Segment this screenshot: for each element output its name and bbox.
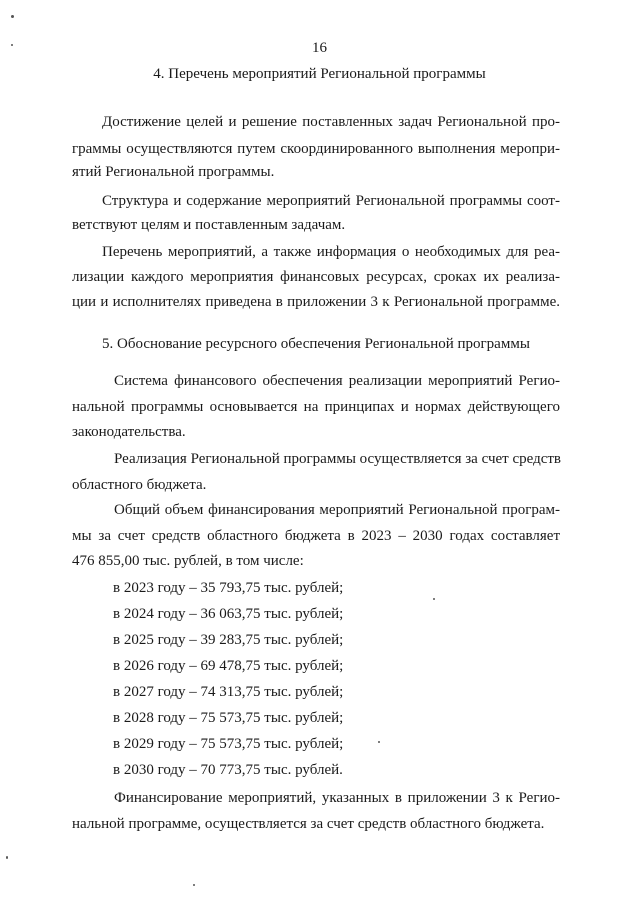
scan-speck — [193, 884, 195, 886]
section-5-title: 5. Обоснование ресурсного обеспечения Региональной программы — [102, 336, 530, 352]
page-number: 16 — [312, 40, 327, 56]
section-4-title: 4. Перечень мероприятий Региональной программы — [153, 66, 486, 82]
funding-year-item: в 2027 году – 74 313,75 тыс. рублей; — [113, 684, 344, 700]
section-5-paragraph-4-line: нальной программе, осуществляется за счет средств областного бюджета. — [72, 816, 545, 832]
scan-speck — [6, 856, 8, 859]
funding-year-item: в 2030 году – 70 773,75 тыс. рублей. — [113, 762, 343, 778]
funding-year-item: в 2028 году – 75 573,75 тыс. рублей; — [113, 710, 344, 726]
section-5-paragraph-1-line: Система финансового обеспечения реализации мероприятий Регио- — [114, 373, 560, 389]
funding-year-item: в 2025 году – 39 283,75 тыс. рублей; — [113, 632, 344, 648]
section-4-paragraph-1-line: Достижение целей и решение поставленных задач Региональной про- — [102, 114, 560, 130]
funding-year-item: в 2029 году – 75 573,75 тыс. рублей; — [113, 736, 344, 752]
section-5-paragraph-1-line: законодательства. — [72, 424, 186, 440]
funding-year-item: в 2023 году – 35 793,75 тыс. рублей; — [113, 580, 344, 596]
section-4-paragraph-2-line: Структура и содержание мероприятий Региональной программы соот- — [102, 193, 560, 209]
section-4-paragraph-1-line: граммы осуществляются путем скоординированного выполнения меропри- — [72, 141, 560, 157]
section-4-paragraph-1-line: ятий Региональной программы. — [72, 164, 275, 180]
section-5-paragraph-2-line: Реализация Региональной программы осуществляется за счет средств — [114, 451, 561, 467]
scan-speck — [11, 15, 14, 18]
section-4-paragraph-3-line: ции и исполнителях приведена в приложении 3 к Региональной программе. — [72, 294, 560, 310]
funding-year-item: в 2024 году – 36 063,75 тыс. рублей; — [113, 606, 344, 622]
section-4-paragraph-3-line: Перечень мероприятий, а также информация о необходимых для реа- — [102, 244, 560, 260]
scan-speck — [378, 741, 380, 743]
section-5-paragraph-3-line: Общий объем финансирования мероприятий Региональной програм- — [114, 502, 560, 518]
section-5-paragraph-4-line: Финансирование мероприятий, указанных в приложении 3 к Регио- — [114, 790, 560, 806]
funding-year-item: в 2026 году – 69 478,75 тыс. рублей; — [113, 658, 344, 674]
section-5-paragraph-1-line: нальной программы основывается на принципах и нормах действующего — [72, 399, 560, 415]
section-4-paragraph-2-line: ветствуют целям и поставленным задачам. — [72, 217, 346, 233]
section-4-paragraph-3-line: лизации каждого мероприятия финансовых ресурсах, сроках их реализа- — [72, 269, 560, 285]
section-5-paragraph-3-line: мы за счет средств областного бюджета в 2023 – 2030 годах составляет — [72, 528, 560, 544]
section-5-paragraph-2-line: областного бюджета. — [72, 477, 207, 493]
section-5-paragraph-3-line: 476 855,00 тыс. рублей, в том числе: — [72, 553, 304, 569]
scan-speck — [433, 598, 435, 600]
